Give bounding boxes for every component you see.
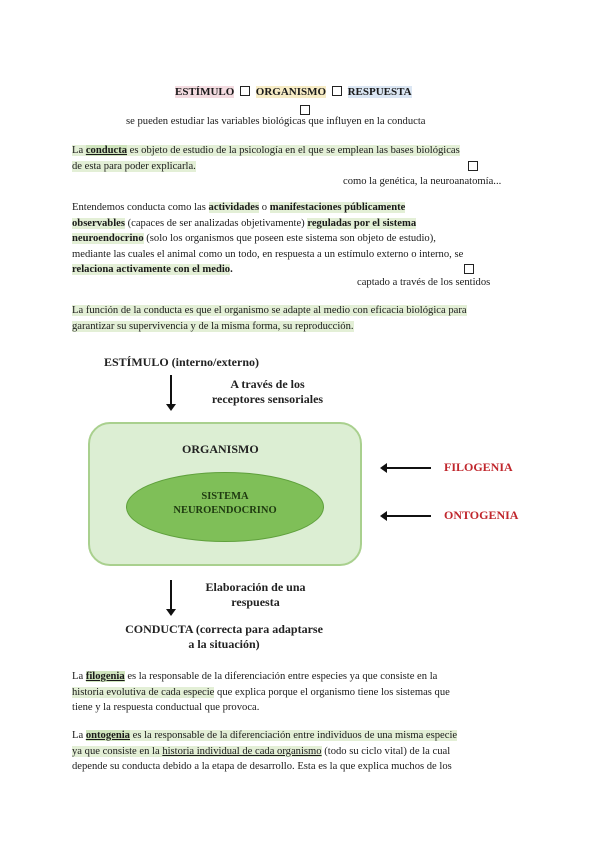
paragraph-ontogenia: La ontogenia es la responsable de la diferenciación entre individuos de una misma especie ya que consiste en la historia individual de cada organismo (todo su ciclo vital) de la cual depende su conducta debido a la etapa de desarrollo. Esta es la que explica muchos de los (72, 730, 458, 772)
note-sentidos: captado a través de los sentidos (357, 277, 491, 288)
term-ontogenia: ontogenia (85, 730, 130, 741)
organism-box (88, 422, 362, 566)
arrow-down-icon (170, 375, 172, 405)
organism-label: ORGANISMO (182, 442, 259, 456)
system-label: SISTEMA NEUROENDOCRINO (173, 491, 277, 516)
title-organismo: ORGANISMO (255, 86, 327, 98)
label-filogenia: FILOGENIA (444, 460, 513, 474)
title-respuesta: RESPUESTA (347, 86, 412, 98)
term-conducta: conducta (85, 145, 128, 156)
paragraph-conducta: La conducta es objeto de estudio de la psicología en el que se emplean las bases biológicas de esta para poder explicarla. (72, 145, 460, 172)
diagram-conduct: CONDUCTA (correcta para adaptarse a la situación) (125, 622, 323, 651)
paragraph-filogenia: La filogenia es la responsable de la diferenciación entre especies ya que consiste en la historia evolutiva de cada especie que explica porque el organismo tiene los sistemas que tiene y la respuesta conductual que provoca. (72, 671, 450, 713)
paragraph-definicion: Entendemos conducta como las actividades o manifestaciones públicamente observables (capaces de ser analizadas objetivamente) reguladas por el sistema neuroendocrino (solo los organismos que poseen este sistema son objeto de estudio), mediante las cuales el animal como un todo, en respuesta a un estímulo externo o interno, se relaciona activamente con el medio. (72, 202, 464, 275)
diagram-elaboration: Elaboración de una respuesta (205, 580, 306, 609)
checkbox-icon (240, 86, 250, 96)
arrow-left-icon (387, 467, 431, 469)
arrow-down-icon (170, 580, 172, 610)
title-estimulo: ESTÍMULO (175, 86, 235, 98)
note-genetica: como la genética, la neuroanatomía... (343, 176, 502, 187)
checkbox-icon (468, 161, 478, 171)
label-ontogenia: ONTOGENIA (444, 508, 519, 522)
checkbox-icon (464, 264, 474, 274)
checkbox-icon (332, 86, 342, 96)
diagram-stimulus: ESTÍMULO (interno/externo) (104, 355, 259, 369)
subtitle: se pueden estudiar las variables biológicas que influyen en la conducta (126, 116, 426, 127)
paragraph-funcion: La función de la conducta es que el organismo se adapte al medio con eficacia biológica para garantizar su supervivencia y de la misma forma, su reproducción. (72, 305, 467, 332)
system-ellipse (126, 472, 324, 542)
arrow-left-icon (387, 515, 431, 517)
term-filogenia: filogenia (85, 671, 125, 682)
diagram-receptors: A través de los receptores sensoriales (211, 377, 324, 406)
page-title (175, 86, 412, 98)
